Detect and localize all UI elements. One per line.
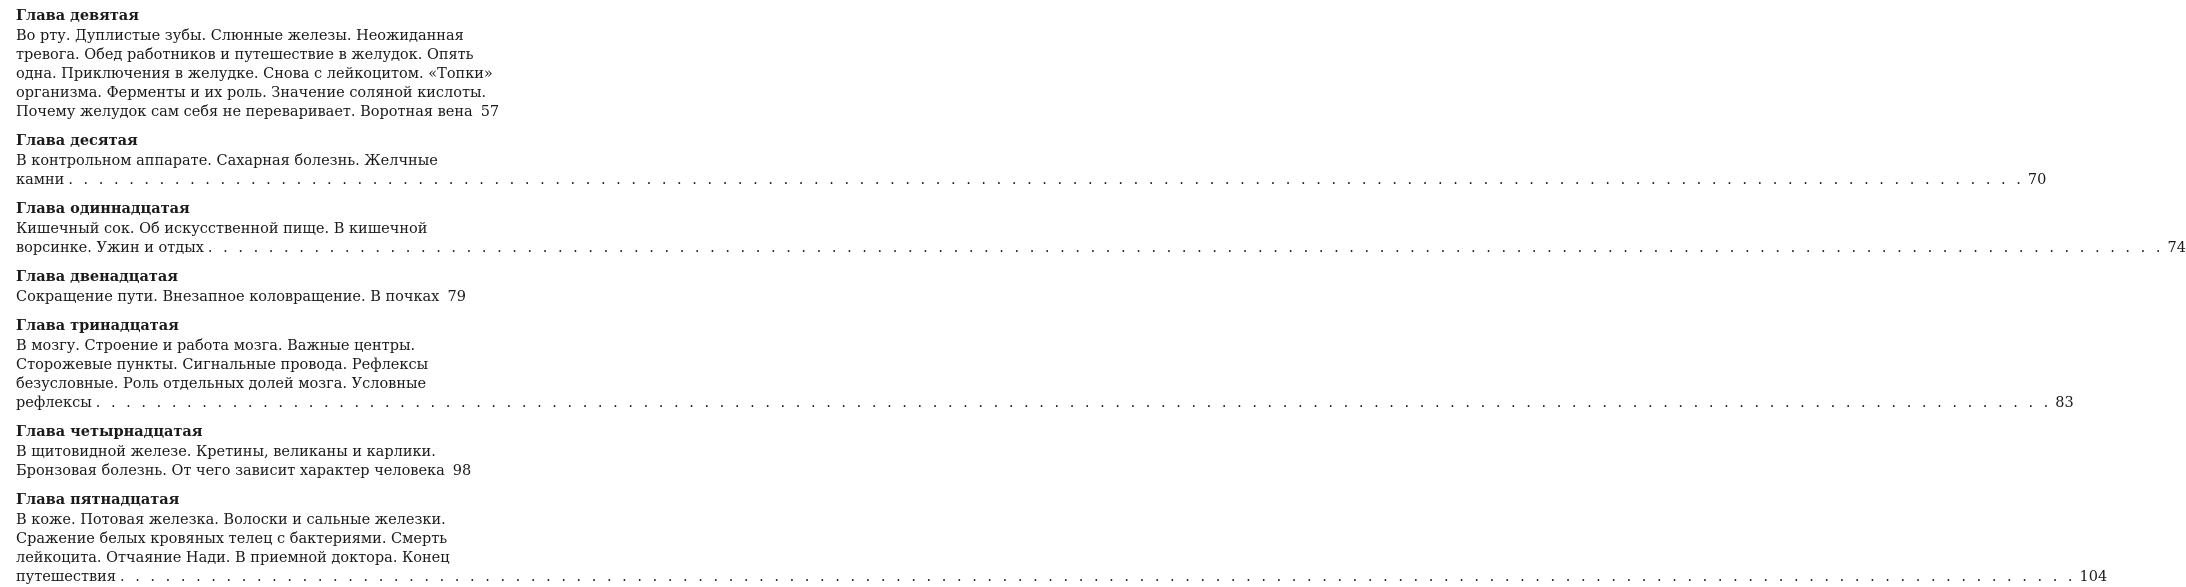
chapter-last-line <box>16 394 466 413</box>
chapter-line: Сторожевые пункты. Сигнальные провода. Рефлексы <box>16 356 466 375</box>
chapter-line: безусловные. Роль отдельных долей мозга. Условные <box>16 375 466 394</box>
chapter-line: В контрольном аппарате. Сахарная болезнь. Желчные <box>16 152 466 171</box>
chapter-line: Кишечный сок. Об искусственной пище. В кишечной <box>16 220 466 239</box>
chapter-title: Глава четырнадцатая <box>16 421 466 443</box>
chapter-last-line <box>16 288 466 307</box>
page-number: 98 <box>453 462 471 481</box>
chapter-last-line <box>16 239 466 258</box>
chapter-line: путешествия <box>16 568 116 587</box>
chapter-line: рефлексы <box>16 394 92 413</box>
chapter-line: Почему желудок сам себя не переваривает. Воротная вена <box>16 103 473 122</box>
chapter-15 <box>16 489 466 587</box>
chapter-last-line <box>16 568 466 587</box>
chapter-last-line <box>16 462 466 481</box>
chapter-line: организма. Ферменты и их роль. Значение соляной кислоты. <box>16 84 466 103</box>
chapter-11 <box>16 198 466 258</box>
page-number: 57 <box>481 103 499 122</box>
page-number: 83 <box>2055 394 2073 413</box>
chapter-line: тревога. Обед работников и путешествие в желудок. Опять <box>16 46 466 65</box>
chapter-last-line <box>16 103 466 122</box>
chapter-13 <box>16 315 466 413</box>
chapter-14 <box>16 421 466 481</box>
chapter-line: одна. Приключения в желудке. Снова с лейкоцитом. «Топки» <box>16 65 466 84</box>
chapter-line: ворсинке. Ужин и отдых <box>16 239 204 258</box>
chapter-title: Глава девятая <box>16 5 466 27</box>
dot-leader <box>68 171 2024 190</box>
chapter-line: лейкоцита. Отчаяние Нади. В приемной доктора. Конец <box>16 549 466 568</box>
chapter-line: Бронзовая болезнь. От чего зависит характер человека <box>16 462 445 481</box>
page-number: 104 <box>2080 568 2108 587</box>
chapter-line: В щитовидной железе. Кретины, великаны и карлики. <box>16 443 466 462</box>
chapter-line: камни <box>16 171 64 190</box>
chapter-title: Глава двенадцатая <box>16 266 466 288</box>
chapter-line: Во рту. Дуплистые зубы. Слюнные железы. Неожиданная <box>16 27 466 46</box>
chapter-10 <box>16 130 466 190</box>
chapter-line: Сокращение пути. Внезапное коловращение. В почках <box>16 288 439 307</box>
chapter-title: Глава пятнадцатая <box>16 489 466 511</box>
chapter-12 <box>16 266 466 307</box>
chapter-9 <box>16 5 466 122</box>
chapter-line: Сражение белых кровяных телец с бактериями. Смерть <box>16 530 466 549</box>
chapter-title: Глава тринадцатая <box>16 315 466 337</box>
chapter-title: Глава одиннадцатая <box>16 198 466 220</box>
page-number: 70 <box>2028 171 2046 190</box>
chapter-title: Глава десятая <box>16 130 466 152</box>
dot-leader <box>120 568 2076 587</box>
page-number: 79 <box>448 288 466 307</box>
dot-leader <box>208 239 2164 258</box>
table-of-contents <box>0 0 476 564</box>
chapter-line: В мозгу. Строение и работа мозга. Важные центры. <box>16 337 466 356</box>
page-number: 74 <box>2167 239 2185 258</box>
dot-leader <box>96 394 2052 413</box>
chapter-line: В коже. Потовая железка. Волоски и сальные железки. <box>16 511 466 530</box>
chapter-last-line <box>16 171 466 190</box>
